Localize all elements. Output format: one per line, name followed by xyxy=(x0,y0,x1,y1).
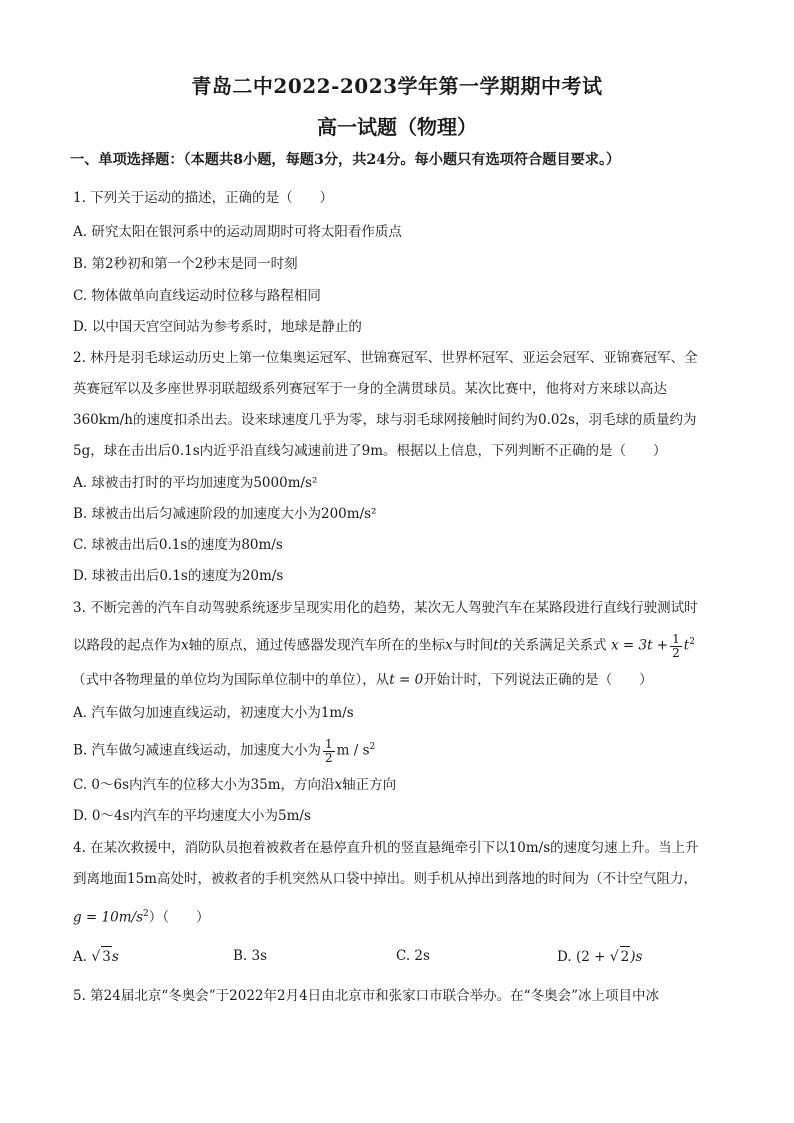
q2-line-1: 2. 林丹是羽毛球运动历史上第一位集奥运冠军、世锦赛冠军、世界杯冠军、亚运会冠军、亚锦赛冠军、全 xyxy=(73,350,698,366)
q1-option-d: D. 以中国天宫空间站为参考系时，地球是静止的 xyxy=(73,319,362,335)
q3-option-d: D. 0～4s内汽车的平均速度大小为5m/s xyxy=(73,808,311,824)
unit: s xyxy=(111,949,119,965)
q4-line-2: 到离地面15m高处时，被救者的手机突然从口袋中掉出。则手机从掉出到落地的时间为（不计空气阻力， xyxy=(73,871,697,887)
q3-var-x: x xyxy=(334,777,343,793)
q2-option-b: B. 球被击出后匀减速阶段的加速度大小为200m/s² xyxy=(73,506,377,522)
q2-option-d: D. 球被击出后0.1s的速度为20m/s xyxy=(73,568,284,584)
q3-optb-exponent: 2 xyxy=(369,742,376,752)
q3-option-a: A. 汽车做匀加速直线运动，初速度大小为1m/s xyxy=(73,705,354,721)
q3-optc-text: 轴正方向 xyxy=(342,777,397,793)
q4-option-d xyxy=(557,946,642,967)
q4-text: ）（ ） xyxy=(148,909,210,926)
radicand: 3 xyxy=(101,946,112,967)
q3-var-x: x xyxy=(181,637,189,654)
exam-subtitle: 高一试题（物理） xyxy=(317,115,477,139)
section-heading: 一、单项选择题：（本题共8小题，每题3分，共24分。每小题只有选项符合题目要求。） xyxy=(70,152,621,168)
q1-stem: 1. 下列关于运动的描述，正确的是（ ） xyxy=(73,190,334,206)
exam-title: 青岛二中2022-2023学年第一学期期中考试 xyxy=(191,74,603,98)
q3-text: 轴的原点，通过传感器发现汽车所在的坐标 xyxy=(188,637,446,654)
q3-text: 的关系满足关系式 xyxy=(498,637,607,654)
q3-formula-fraction xyxy=(670,633,682,660)
option-label: D. xyxy=(557,949,572,965)
q3-formula-exponent: 2 xyxy=(689,637,695,647)
sqrt-icon: √ xyxy=(609,949,619,965)
q3-formula-lhs: x = 3t + xyxy=(610,637,669,654)
fraction-numerator: 1 xyxy=(325,736,333,751)
fraction-denominator: 2 xyxy=(672,645,680,660)
q3-option-c xyxy=(73,775,396,795)
q3-line-3 xyxy=(72,670,653,690)
q3-var-x: x xyxy=(445,637,453,654)
q2-line-2: 英赛冠军以及多座世界羽联超级系列赛冠军于一身的全满贯球员。某次比赛中，他将对方来球以高达 xyxy=(73,381,667,397)
q4-g-value: g = 10m/s xyxy=(73,909,143,926)
q2-option-a: A. 球被击打时的平均加速度为5000m/s² xyxy=(73,475,318,491)
q3-formula-rhs: t xyxy=(683,637,690,654)
q3-text: 与时间 xyxy=(452,637,494,654)
option-label: A. xyxy=(73,949,88,965)
q3-line-1: 3. 不断完善的汽车自动驾驶系统逐步呈现实用化的趋势，某次无人驾驶汽车在某路段进行直线行驶测试时 xyxy=(73,600,698,616)
q3-optc-text: C. 0～6s内汽车的位移大小为35m，方向沿 xyxy=(73,777,335,793)
q4-line-3 xyxy=(73,904,209,928)
fraction-denominator: 2 xyxy=(325,750,333,765)
sqrt-icon: √ xyxy=(91,949,101,965)
q1-option-b: B. 第2秒初和第一个2秒末是同一时刻 xyxy=(73,256,298,272)
q4-line-1: 4. 在某次救援中，消防队员抱着被救者在悬停直升机的竖直悬绳牵引下以10m/s的速度匀速上升。当上升 xyxy=(73,840,699,856)
q3-optb-unit: m / s xyxy=(336,742,370,759)
q2-line-4: 5g，球在击出后0.1s内近乎沿直线匀减速前进了9m。根据以上信息，下列判断不正确的是（ ） xyxy=(73,443,667,459)
q3-text: 开始计时，下列说法正确的是（ ） xyxy=(423,672,653,688)
radicand: 2 xyxy=(620,946,631,967)
q3-text: 以路段的起点作为 xyxy=(73,637,181,654)
q3-option-b xyxy=(73,737,375,765)
q4-g-exponent: 2 xyxy=(143,909,149,919)
q3-var-t: t xyxy=(493,637,499,654)
q4-optd-text: (2 + xyxy=(575,949,606,965)
q3-text: （式中各物理量的单位均为国际单位制中的单位），从 xyxy=(72,672,390,688)
q3-line-2 xyxy=(73,632,695,660)
q4-option-c: C. 2s xyxy=(396,948,430,964)
q2-option-c: C. 球被击出后0.1s的速度为80m/s xyxy=(73,537,283,553)
q3-optb-fraction xyxy=(323,738,335,765)
q1-option-a: A. 研究太阳在银河系中的运动周期时可将太阳看作质点 xyxy=(73,224,402,240)
q1-option-c: C. 物体做单向直线运动时位移与路程相同 xyxy=(73,288,321,304)
q2-line-3: 360km/h的速度扣杀出去。设来球速度几乎为零，球与羽毛球网接触时间约为0.02s，羽毛球的质量约为 xyxy=(73,412,697,428)
q5-line-1: 5. 第24届北京“冬奥会”于2022年2月4日由北京市和张家口市联合举办。在“冬奥会”冰上项目中冰 xyxy=(73,988,659,1004)
fraction-numerator: 1 xyxy=(672,631,680,646)
q3-t-zero: t = 0 xyxy=(389,672,424,688)
q3-optb-text: B. 汽车做匀减速直线运动，加速度大小为 xyxy=(73,742,322,759)
q4-option-a xyxy=(73,946,119,967)
q4-option-b: B. 3s xyxy=(233,948,268,964)
q4-optd-text: )s xyxy=(630,949,643,965)
